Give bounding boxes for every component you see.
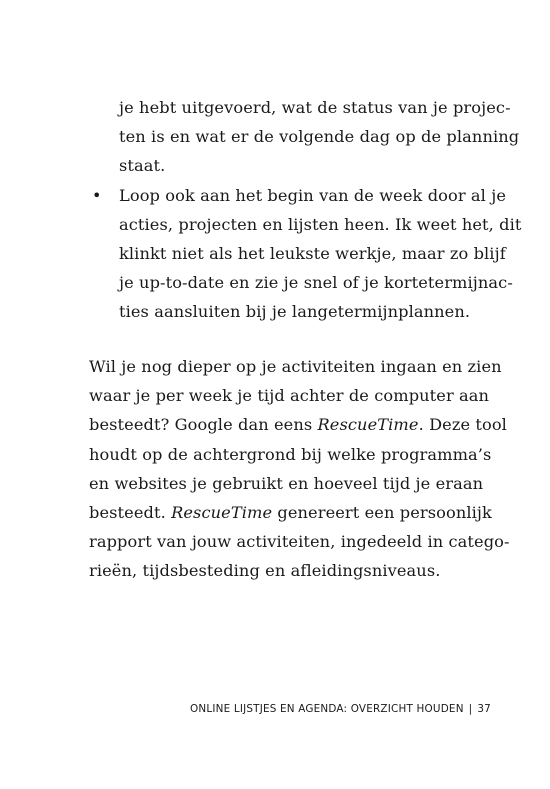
text-line: je up-to-date en zie je snel of je kortetermijnac- (119, 273, 513, 293)
bullet-item (89, 181, 522, 327)
text-line: rapport van jouw activiteiten, ingedeeld in catego- (89, 532, 510, 552)
text-line: houdt op de achtergrond bij welke programma’s (89, 444, 492, 464)
text-line: je hebt uitgevoerd, wat de status van je projec- (119, 98, 511, 117)
text-line: en websites je gebruikt en hoeveel tijd je eraan (89, 473, 484, 493)
running-head: ONLINE LIJSTJES EN AGENDA: OVERZICHT HOUDEN (190, 703, 464, 715)
text-line: besteedt. RescueTime genereert een persoonlijk (89, 502, 492, 522)
text-line: ties aansluiten bij je langetermijnplannen. (119, 302, 471, 322)
text-line: rieën, tijdsbesteding en afleidingsniveaus. (89, 561, 441, 581)
page-number: 37 (477, 703, 491, 715)
body-paragraph (89, 352, 510, 586)
text-line: ten is en wat er de volgende dag op de planning (119, 127, 520, 147)
footer-separator: | (468, 703, 473, 715)
text-line: staat. (119, 156, 166, 176)
text-line: klinkt niet als het leukste werkje, maar zo blijf (119, 243, 506, 263)
text-line: besteedt? Google dan eens RescueTime. Deze tool (89, 415, 507, 435)
page-footer (190, 703, 491, 715)
bullet-list (89, 93, 522, 327)
text-line: waar je per week je tijd achter de computer aan (89, 386, 490, 406)
emphasis-product-name: RescueTime (171, 502, 273, 522)
text-line: Loop ook aan het begin van de week door al je (119, 185, 507, 205)
emphasis-product-name: RescueTime (317, 415, 419, 435)
text-line: Wil je nog dieper op je activiteiten ingaan en zien (89, 357, 502, 376)
text-line: acties, projecten en lijsten heen. Ik weet het, dit (119, 214, 522, 234)
bullet-item-continued (89, 93, 520, 181)
bullet-marker: • (92, 185, 102, 205)
